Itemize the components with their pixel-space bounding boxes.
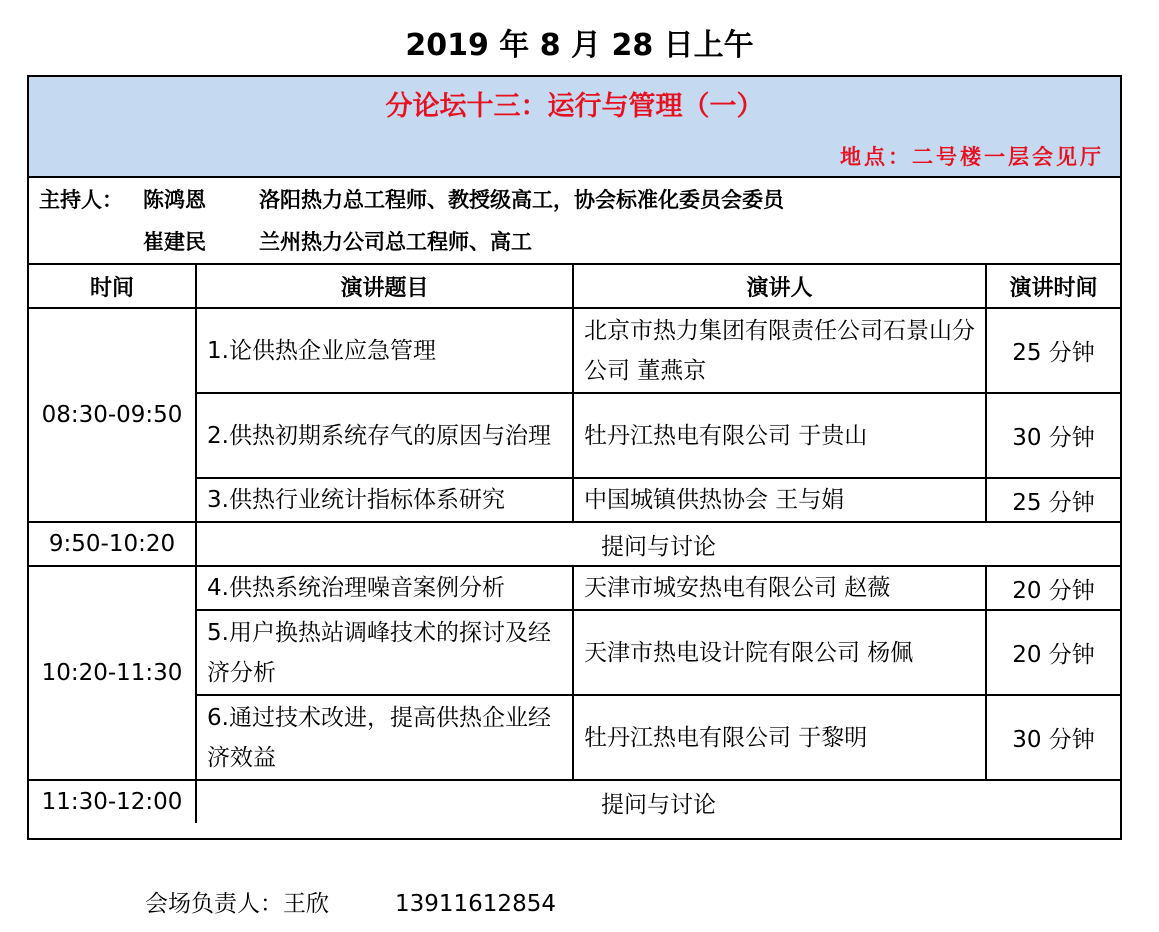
schedule-table [29, 263, 1120, 823]
table-row [29, 566, 1120, 610]
time-slot: 08:30-09:50 [29, 308, 196, 522]
talk-duration: 30 分钟 [986, 695, 1120, 780]
column-header-time: 时间 [29, 264, 196, 308]
contact-line [145, 888, 556, 920]
venue-label: 地点：二号楼一层会见厅 [840, 145, 1104, 169]
column-header-topic: 演讲题目 [196, 264, 573, 308]
host-name: 崔建民 [143, 230, 206, 254]
time-slot: 11:30-12:00 [29, 780, 196, 823]
talk-duration: 25 分钟 [986, 478, 1120, 522]
table-row [29, 522, 1120, 566]
host-prefix: 主持人： [39, 188, 123, 212]
host-line-1 [39, 186, 784, 214]
discussion-session: 提问与讨论 [196, 522, 1120, 566]
talk-topic: 5.用户换热站调峰技术的探讨及经济分析 [196, 610, 573, 695]
forum-schedule-card [27, 75, 1122, 840]
host-title: 洛阳热力总工程师、教授级高工，协会标准化委员会委员 [259, 188, 784, 212]
discussion-session: 提问与讨论 [196, 780, 1120, 823]
talk-duration: 20 分钟 [986, 566, 1120, 610]
host-line-2 [39, 228, 532, 256]
talk-topic: 4.供热系统治理噪音案例分析 [196, 566, 573, 610]
column-header-duration: 演讲时间 [986, 264, 1120, 308]
forum-header [29, 77, 1120, 178]
talk-topic: 1.论供热企业应急管理 [196, 308, 573, 393]
talk-topic: 6.通过技术改进，提高供热企业经济效益 [196, 695, 573, 780]
time-slot: 10:20-11:30 [29, 566, 196, 780]
talk-speaker: 北京市热力集团有限责任公司石景山分公司 董燕京 [573, 308, 986, 393]
table-row [29, 308, 1120, 393]
contact-label: 会场负责人：王欣 [145, 891, 329, 917]
talk-topic: 3.供热行业统计指标体系研究 [196, 478, 573, 522]
talk-duration: 25 分钟 [986, 308, 1120, 393]
talk-speaker: 天津市热电设计院有限公司 杨佩 [573, 610, 986, 695]
column-header-speaker: 演讲人 [573, 264, 986, 308]
host-name: 陈鸿恩 [143, 188, 206, 212]
talk-duration: 30 分钟 [986, 393, 1120, 478]
host-title: 兰州热力公司总工程师、高工 [259, 230, 532, 254]
talk-speaker: 牡丹江热电有限公司 于黎明 [573, 695, 986, 780]
table-row [29, 780, 1120, 823]
date-heading: 2019 年 8 月 28 日上午 [405, 28, 754, 63]
talk-topic: 2.供热初期系统存气的原因与治理 [196, 393, 573, 478]
talk-speaker: 天津市城安热电有限公司 赵薇 [573, 566, 986, 610]
forum-title: 分论坛十三：运行与管理（一） [385, 91, 764, 122]
talk-speaker: 牡丹江热电有限公司 于贵山 [573, 393, 986, 478]
time-slot: 9:50-10:20 [29, 522, 196, 566]
contact-phone: 13911612854 [395, 891, 556, 917]
table-header-row [29, 264, 1120, 308]
hosts-section [29, 178, 1120, 263]
talk-duration: 20 分钟 [986, 610, 1120, 695]
talk-speaker: 中国城镇供热协会 王与娟 [573, 478, 986, 522]
